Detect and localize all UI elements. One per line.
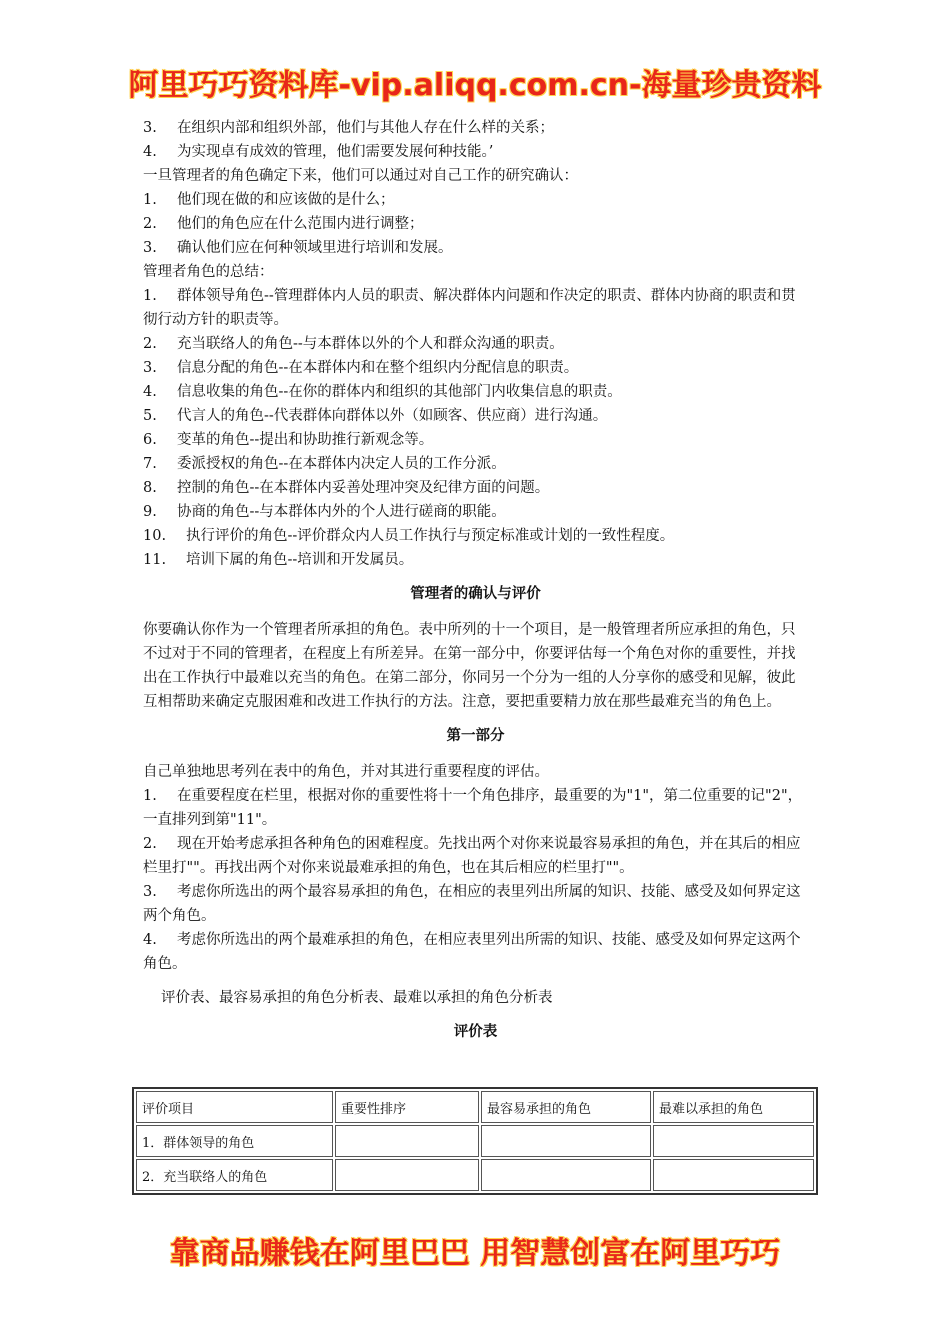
paragraph: 一旦管理者的角色确定下来，他们可以通过对自己工作的研究确认： [143, 168, 578, 184]
table-cell: 1．群体领导的角色 [136, 1125, 333, 1157]
list-item: 9. 协商的角色--与本群体内外的个人进行磋商的职能。 [143, 504, 506, 520]
header-banner: 阿里巧巧资料库-vip.aliqq.com.cn-海量珍贵资料 [128, 68, 822, 103]
table-cell[interactable] [481, 1159, 651, 1191]
list-item: 1. 他们现在做的和应该做的是什么； [143, 192, 395, 208]
list-item: 4. 为实现卓有成效的管理，他们需要发展何种技能。’ [143, 144, 494, 160]
list-item: 2. 他们的角色应在什么范围内进行调整； [143, 216, 424, 232]
list-item: 3. 考虑你所选出的两个最容易承担的角色，在相应的表里列出所属的知识、技能、感受及如何界定这两个角色。 [143, 884, 801, 924]
table-cell[interactable] [481, 1125, 651, 1157]
list-item: 1. 在重要程度在栏里，根据对你的重要性将十一个角色排序，最重要的为"1"，第二位重要的记"2"，一直排列到第"11"。 [143, 788, 803, 828]
list-item: 3. 信息分配的角色--在本群体内和在整个组织内分配信息的职责。 [143, 360, 579, 376]
table-list-line: 评价表、最容易承担的角色分析表、最难以承担的角色分析表 [161, 990, 553, 1006]
list-item: 2. 现在开始考虑承担各种角色的困难程度。先找出两个对你来说最容易承担的角色，并在其后的相应栏里打""。再找出两个对你来说最难承担的角色，也在其后相应的栏里打""。 [143, 836, 801, 876]
table-row [136, 1159, 814, 1191]
list-item: 5. 代言人的角色--代表群体向群体以外（如顾客、供应商）进行沟通。 [143, 408, 608, 424]
list-item: 11. 培训下属的角色--培训和开发属员。 [143, 552, 414, 568]
table-heading: 评价表 [453, 1024, 498, 1040]
list-item: 10. 执行评价的角色--评价群众内人员工作执行与预定标准或计划的一致性程度。 [143, 528, 675, 544]
paragraph: 你要确认你作为一个管理者所承担的角色。表中所列的十一个项目，是一般管理者所应承担的角色，只不过对于不同的管理者，在程度上有所差异。在第一部分中，你要评估每一个角色对你的重要性，并找出在工作执行中最难以充当的角色。在第二部分，你同另一个分为一组的人分享你的感受和见解，彼此互相帮助来确定克服困难和改进工作执行的方法。注意，要把重要精力放在那些最难充当的角色上。 [143, 622, 796, 710]
section-heading: 第一部分 [446, 728, 505, 744]
section-title: 管理者角色的总结： [143, 264, 274, 280]
list-item: 2. 充当联络人的角色--与本群体以外的个人和群众沟通的职责。 [143, 336, 564, 352]
table-header-row [136, 1091, 814, 1123]
list-item: 3. 在组织内部和组织外部，他们与其他人存在什么样的关系； [143, 120, 554, 136]
paragraph: 自己单独地思考列在表中的角色，并对其进行重要程度的评估。 [143, 764, 549, 780]
list-item: 6. 变革的角色--提出和协助推行新观念等。 [143, 432, 434, 448]
footer-banner: 靠商品赚钱在阿里巴巴 用智慧创富在阿里巧巧 [169, 1236, 781, 1271]
table-cell: 2．充当联络人的角色 [136, 1159, 333, 1191]
list-item: 7. 委派授权的角色--在本群体内决定人员的工作分派。 [143, 456, 506, 472]
list-item: 4. 考虑你所选出的两个最难承担的角色，在相应表里列出所需的知识、技能、感受及如何界定这两个角色。 [143, 932, 801, 972]
document-body [143, 116, 808, 1056]
table-header-cell: 重要性排序 [335, 1091, 479, 1123]
table-cell[interactable] [335, 1125, 479, 1157]
list-item: 1. 群体领导角色--管理群体内人员的职责、解决群体内问题和作决定的职责、群体内协商的职责和贯彻行动方针的职责等。 [143, 288, 796, 328]
list-item: 4. 信息收集的角色--在你的群体内和组织的其他部门内收集信息的职责。 [143, 384, 622, 400]
table-cell[interactable] [335, 1159, 479, 1191]
section-heading: 管理者的确认与评价 [410, 586, 541, 602]
table-row [136, 1125, 814, 1157]
table-header-cell: 最容易承担的角色 [481, 1091, 651, 1123]
table-header-cell: 评价项目 [136, 1091, 333, 1123]
table-cell[interactable] [653, 1159, 814, 1191]
table-cell[interactable] [653, 1125, 814, 1157]
evaluation-table [132, 1087, 818, 1195]
table-header-cell: 最难以承担的角色 [653, 1091, 814, 1123]
list-item: 8. 控制的角色--在本群体内妥善处理冲突及纪律方面的问题。 [143, 480, 550, 496]
list-item: 3. 确认他们应在何种领域里进行培训和发展。 [143, 240, 453, 256]
